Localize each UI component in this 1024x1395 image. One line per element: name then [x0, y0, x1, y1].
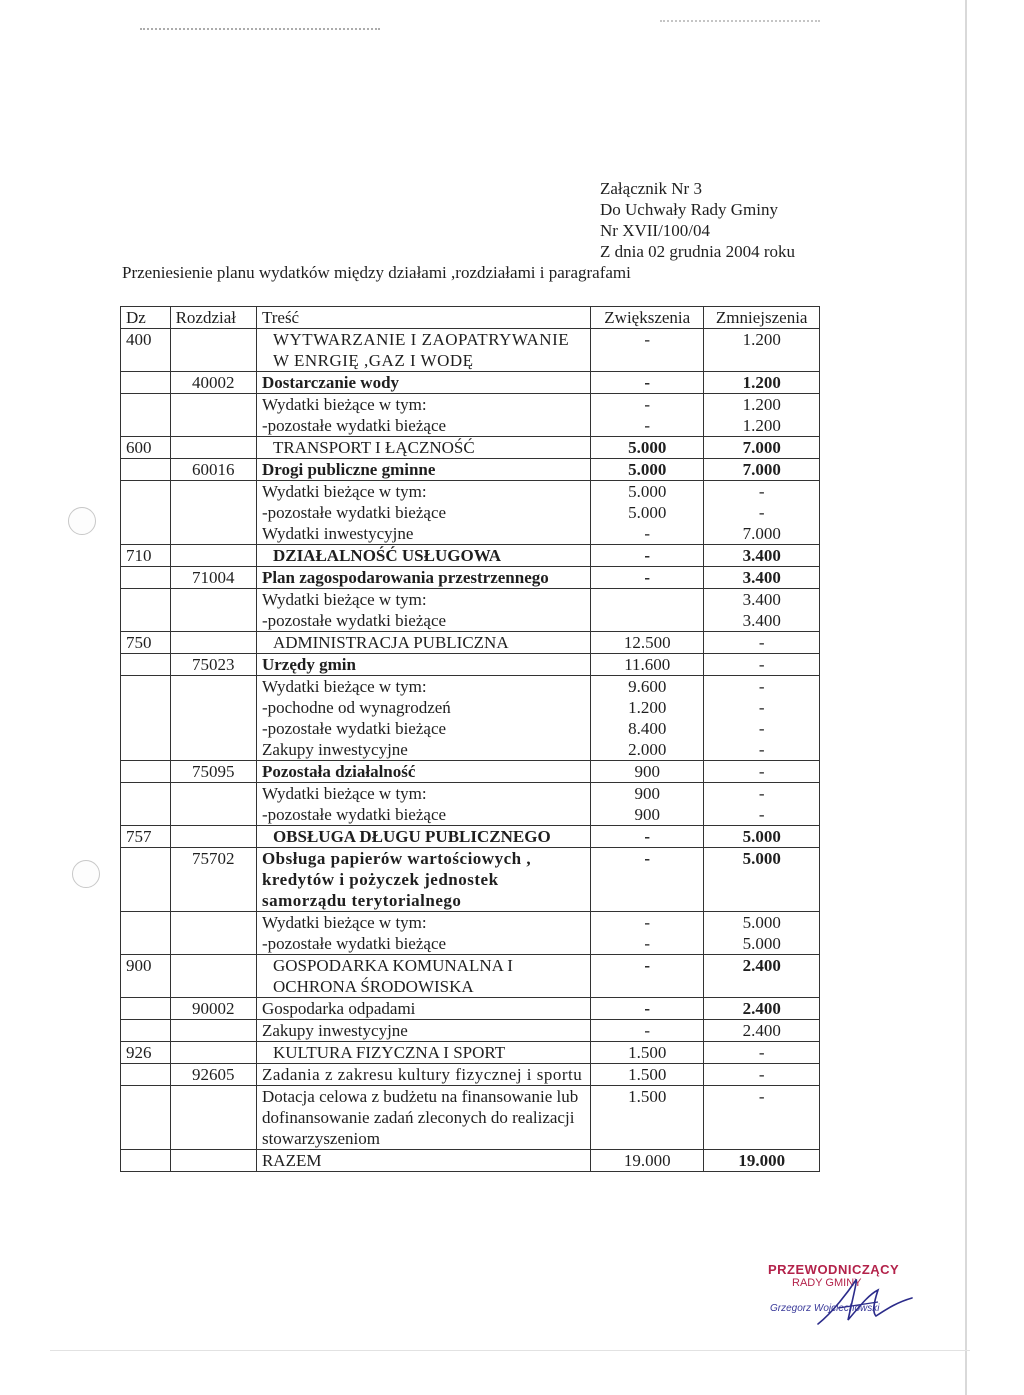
header-line: Z dnia 02 grudnia 2004 roku — [600, 242, 795, 261]
cell-tresc: Wydatki bieżące w tym: — [256, 912, 590, 934]
cell-tresc: -pozostałe wydatki bieżące — [256, 933, 590, 955]
cell-tresc: KULTURA FIZYCZNA I SPORT — [256, 1042, 590, 1064]
cell-zmniejszenia: 5.000 — [704, 826, 820, 848]
table-row — [121, 632, 820, 654]
cell-rozdzial: 71004 — [170, 567, 256, 589]
cell-tresc: -pozostałe wydatki bieżące — [256, 610, 590, 632]
cell-zmniejszenia: - — [704, 481, 820, 503]
cell-tresc: OBSŁUGA DŁUGU PUBLICZNEGO — [256, 826, 590, 848]
table-row — [121, 826, 820, 848]
cell-zmniejszenia: 1.200 — [704, 415, 820, 437]
cell-zwiekszenia: - — [591, 567, 704, 589]
cell-zwiekszenia: 5.000 — [591, 437, 704, 459]
cell-dz — [121, 654, 171, 676]
cell-rozdzial — [170, 783, 256, 805]
cell-zmniejszenia: 7.000 — [704, 459, 820, 481]
cell-zwiekszenia: - — [591, 912, 704, 934]
cell-dz — [121, 372, 171, 394]
cell-zmniejszenia: - — [704, 654, 820, 676]
cell-tresc: Wydatki inwestycyjne — [256, 523, 590, 545]
cell-zwiekszenia: - — [591, 826, 704, 848]
cell-rozdzial — [170, 955, 256, 998]
table-row — [121, 394, 820, 416]
handwritten-signature — [808, 1272, 918, 1332]
cell-zmniejszenia: - — [704, 676, 820, 698]
table-row — [121, 697, 820, 718]
cell-dz — [121, 523, 171, 545]
cell-rozdzial: 75095 — [170, 761, 256, 783]
table-row — [121, 567, 820, 589]
table-row — [121, 998, 820, 1020]
cell-dz: 900 — [121, 955, 171, 998]
total-zwiekszenia: 19.000 — [591, 1150, 704, 1172]
table-row — [121, 1042, 820, 1064]
cell-zmniejszenia: 1.200 — [704, 372, 820, 394]
cell-rozdzial — [170, 545, 256, 567]
cell-zmniejszenia: 5.000 — [704, 912, 820, 934]
cell-zwiekszenia: 5.000 — [591, 502, 704, 523]
cell-dz — [121, 912, 171, 934]
cell-zwiekszenia: - — [591, 545, 704, 567]
cell-tresc: ADMINISTRACJA PUBLICZNA — [256, 632, 590, 654]
cell-rozdzial — [170, 718, 256, 739]
cell-tresc: Zadania z zakresu kultury fizycznej i sportu — [256, 1064, 590, 1086]
cell-zwiekszenia: 5.000 — [591, 459, 704, 481]
table-row — [121, 739, 820, 761]
header-line: Do Uchwały Rady Gminy — [600, 200, 779, 219]
cell-tresc: Obsługa papierów wartościowych , kredytów i pożyczek jednostek samorządu terytorialnego — [256, 848, 590, 912]
cell-rozdzial — [170, 739, 256, 761]
total-zmniejszenia: 19.000 — [704, 1150, 820, 1172]
cell-tresc: -pozostałe wydatki bieżące — [256, 718, 590, 739]
cell-zwiekszenia: 900 — [591, 804, 704, 826]
cell-tresc: Drogi publiczne gminne — [256, 459, 590, 481]
table-row — [121, 372, 820, 394]
cell-zwiekszenia: 5.000 — [591, 481, 704, 503]
cell-zwiekszenia: - — [591, 394, 704, 416]
cell-rozdzial: 60016 — [170, 459, 256, 481]
cell-zmniejszenia: - — [704, 1064, 820, 1086]
cell-dz — [121, 676, 171, 698]
table-row — [121, 718, 820, 739]
cell-rozdzial — [170, 632, 256, 654]
cell-tresc: -pochodne od wynagrodzeń — [256, 697, 590, 718]
cell-dz — [121, 502, 171, 523]
document-header — [600, 178, 900, 262]
cell-dz — [121, 415, 171, 437]
cell-zwiekszenia: 8.400 — [591, 718, 704, 739]
page-edge — [50, 1350, 970, 1351]
table-row — [121, 783, 820, 805]
cell-rozdzial: 40002 — [170, 372, 256, 394]
cell-rozdzial — [170, 610, 256, 632]
cell-zmniejszenia: 1.200 — [704, 394, 820, 416]
table-row — [121, 761, 820, 783]
cell-tresc: GOSPODARKA KOMUNALNA I OCHRONA ŚRODOWISKA — [256, 955, 590, 998]
table-row — [121, 437, 820, 459]
cell-zwiekszenia: 9.600 — [591, 676, 704, 698]
cell-rozdzial — [170, 826, 256, 848]
cell-zwiekszenia: 11.600 — [591, 654, 704, 676]
cell-zwiekszenia: 1.200 — [591, 697, 704, 718]
cell-dz: 926 — [121, 1042, 171, 1064]
cell-dz — [121, 394, 171, 416]
cell-tresc: Plan zagospodarowania przestrzennego — [256, 567, 590, 589]
cell-zmniejszenia: - — [704, 718, 820, 739]
table-row — [121, 502, 820, 523]
cell-dz — [121, 1064, 171, 1086]
cell-tresc: TRANSPORT I ŁĄCZNOŚĆ — [256, 437, 590, 459]
cell-zmniejszenia: - — [704, 783, 820, 805]
table-row — [121, 654, 820, 676]
stamp-subtitle: RADY GMINY — [792, 1277, 862, 1289]
cell-rozdzial: 92605 — [170, 1064, 256, 1086]
document-title: Przeniesienie planu wydatków między działami ,rozdziałami i paragrafami — [122, 263, 631, 282]
table-row — [121, 676, 820, 698]
cell-zwiekszenia: - — [591, 955, 704, 998]
cell-dz — [121, 739, 171, 761]
cell-dz — [121, 804, 171, 826]
header-dz: Dz — [121, 307, 171, 329]
cell-rozdzial — [170, 589, 256, 611]
cell-zwiekszenia: - — [591, 1020, 704, 1042]
cell-tresc: Wydatki bieżące w tym: — [256, 676, 590, 698]
punch-hole — [68, 507, 96, 535]
cell-rozdzial — [170, 804, 256, 826]
cell-tresc: Gospodarka odpadami — [256, 998, 590, 1020]
cell-dz — [121, 481, 171, 503]
stamp-name: Grzegorz Wojciechowski — [770, 1303, 880, 1314]
cell-tresc: DZIAŁALNOŚĆ USŁUGOWA — [256, 545, 590, 567]
table-row — [121, 610, 820, 632]
cell-zmniejszenia: 3.400 — [704, 610, 820, 632]
table-row — [121, 912, 820, 934]
table-row — [121, 459, 820, 481]
cell-zmniejszenia: 1.200 — [704, 329, 820, 372]
cell-dz: 757 — [121, 826, 171, 848]
cell-zmniejszenia: - — [704, 1086, 820, 1150]
cell-dz: 400 — [121, 329, 171, 372]
scan-artifact — [660, 20, 820, 24]
cell-zmniejszenia: - — [704, 804, 820, 826]
table-header-row — [121, 307, 820, 329]
cell-dz — [121, 697, 171, 718]
cell-rozdzial — [170, 1150, 256, 1172]
cell-tresc: Zakupy inwestycyjne — [256, 1020, 590, 1042]
cell-zmniejszenia: - — [704, 632, 820, 654]
header-rozdzial: Rozdział — [170, 307, 256, 329]
cell-zmniejszenia: - — [704, 761, 820, 783]
cell-zwiekszenia: - — [591, 329, 704, 372]
cell-tresc: Pozostała działalność — [256, 761, 590, 783]
table-row — [121, 955, 820, 998]
cell-dz: 710 — [121, 545, 171, 567]
cell-zwiekszenia: 1.500 — [591, 1086, 704, 1150]
cell-dz — [121, 567, 171, 589]
cell-zmniejszenia: - — [704, 502, 820, 523]
table-row — [121, 1020, 820, 1042]
header-line: Nr XVII/100/04 — [600, 221, 711, 240]
cell-tresc: -pozostałe wydatki bieżące — [256, 415, 590, 437]
table-row — [121, 523, 820, 545]
cell-tresc: -pozostałe wydatki bieżące — [256, 804, 590, 826]
stamp-title: PRZEWODNICZĄCY — [768, 1262, 900, 1277]
cell-rozdzial — [170, 1042, 256, 1064]
cell-zwiekszenia: 2.000 — [591, 739, 704, 761]
cell-dz — [121, 1020, 171, 1042]
table-total-row — [121, 1150, 820, 1172]
cell-rozdzial: 75702 — [170, 848, 256, 912]
cell-zwiekszenia: - — [591, 933, 704, 955]
cell-dz — [121, 1086, 171, 1150]
header-zwiekszenia: Zwiększenia — [591, 307, 704, 329]
cell-zwiekszenia: - — [591, 998, 704, 1020]
budget-table — [120, 306, 820, 1172]
cell-dz — [121, 848, 171, 912]
punch-hole — [72, 860, 100, 888]
cell-zwiekszenia — [591, 589, 704, 611]
cell-rozdzial: 75023 — [170, 654, 256, 676]
cell-dz — [121, 761, 171, 783]
cell-zwiekszenia: 900 — [591, 761, 704, 783]
cell-zmniejszenia: 7.000 — [704, 523, 820, 545]
cell-tresc: WYTWARZANIE I ZAOPATRYWANIE W ENRGIĘ ,GAZ I WODĘ — [256, 329, 590, 372]
cell-tresc: -pozostałe wydatki bieżące — [256, 502, 590, 523]
cell-zwiekszenia: - — [591, 523, 704, 545]
cell-zmniejszenia: 3.400 — [704, 545, 820, 567]
cell-zmniejszenia: 5.000 — [704, 933, 820, 955]
cell-dz — [121, 459, 171, 481]
cell-zmniejszenia: - — [704, 739, 820, 761]
cell-dz — [121, 589, 171, 611]
cell-dz: 600 — [121, 437, 171, 459]
table-row — [121, 329, 820, 372]
cell-zmniejszenia: 2.400 — [704, 998, 820, 1020]
scan-artifact — [140, 28, 380, 32]
cell-zmniejszenia: 3.400 — [704, 589, 820, 611]
total-label: RAZEM — [256, 1150, 590, 1172]
cell-tresc: Wydatki bieżące w tym: — [256, 783, 590, 805]
cell-rozdzial — [170, 697, 256, 718]
cell-zwiekszenia: 12.500 — [591, 632, 704, 654]
cell-zwiekszenia — [591, 610, 704, 632]
cell-dz — [121, 998, 171, 1020]
cell-tresc: Wydatki bieżące w tym: — [256, 589, 590, 611]
cell-zwiekszenia: - — [591, 415, 704, 437]
cell-rozdzial — [170, 523, 256, 545]
table-row — [121, 1086, 820, 1150]
cell-tresc: Wydatki bieżące w tym: — [256, 481, 590, 503]
cell-tresc: Zakupy inwestycyjne — [256, 739, 590, 761]
cell-rozdzial: 90002 — [170, 998, 256, 1020]
table-row — [121, 415, 820, 437]
cell-zwiekszenia: - — [591, 372, 704, 394]
cell-zwiekszenia: - — [591, 848, 704, 912]
cell-tresc: Wydatki bieżące w tym: — [256, 394, 590, 416]
header-line: Załącznik Nr 3 — [600, 179, 702, 198]
header-zmniejszenia: Zmniejszenia — [704, 307, 820, 329]
cell-zmniejszenia: 3.400 — [704, 567, 820, 589]
table-row — [121, 589, 820, 611]
cell-zmniejszenia: - — [704, 697, 820, 718]
cell-zmniejszenia: 5.000 — [704, 848, 820, 912]
header-tresc: Treść — [256, 307, 590, 329]
cell-rozdzial — [170, 912, 256, 934]
cell-dz — [121, 933, 171, 955]
cell-dz — [121, 1150, 171, 1172]
cell-zmniejszenia: 2.400 — [704, 1020, 820, 1042]
cell-tresc: Dostarczanie wody — [256, 372, 590, 394]
cell-rozdzial — [170, 394, 256, 416]
cell-rozdzial — [170, 415, 256, 437]
table-row — [121, 804, 820, 826]
table-row — [121, 848, 820, 912]
table-row — [121, 481, 820, 503]
cell-rozdzial — [170, 1020, 256, 1042]
cell-zmniejszenia: 2.400 — [704, 955, 820, 998]
cell-rozdzial — [170, 481, 256, 503]
cell-dz: 750 — [121, 632, 171, 654]
cell-zmniejszenia: - — [704, 1042, 820, 1064]
table-row — [121, 545, 820, 567]
table-row — [121, 933, 820, 955]
cell-dz — [121, 718, 171, 739]
cell-rozdzial — [170, 437, 256, 459]
cell-dz — [121, 610, 171, 632]
cell-rozdzial — [170, 1086, 256, 1150]
cell-rozdzial — [170, 933, 256, 955]
cell-rozdzial — [170, 676, 256, 698]
cell-zwiekszenia: 1.500 — [591, 1042, 704, 1064]
cell-dz — [121, 783, 171, 805]
cell-zwiekszenia: 900 — [591, 783, 704, 805]
cell-rozdzial — [170, 502, 256, 523]
cell-rozdzial — [170, 329, 256, 372]
page-edge — [965, 0, 967, 1395]
cell-tresc: Urzędy gmin — [256, 654, 590, 676]
cell-zmniejszenia: 7.000 — [704, 437, 820, 459]
cell-zwiekszenia: 1.500 — [591, 1064, 704, 1086]
cell-tresc: Dotacja celowa z budżetu na finansowanie lub dofinansowanie zadań zleconych do realizacji stowarzyszeniom — [256, 1086, 590, 1150]
table-row — [121, 1064, 820, 1086]
